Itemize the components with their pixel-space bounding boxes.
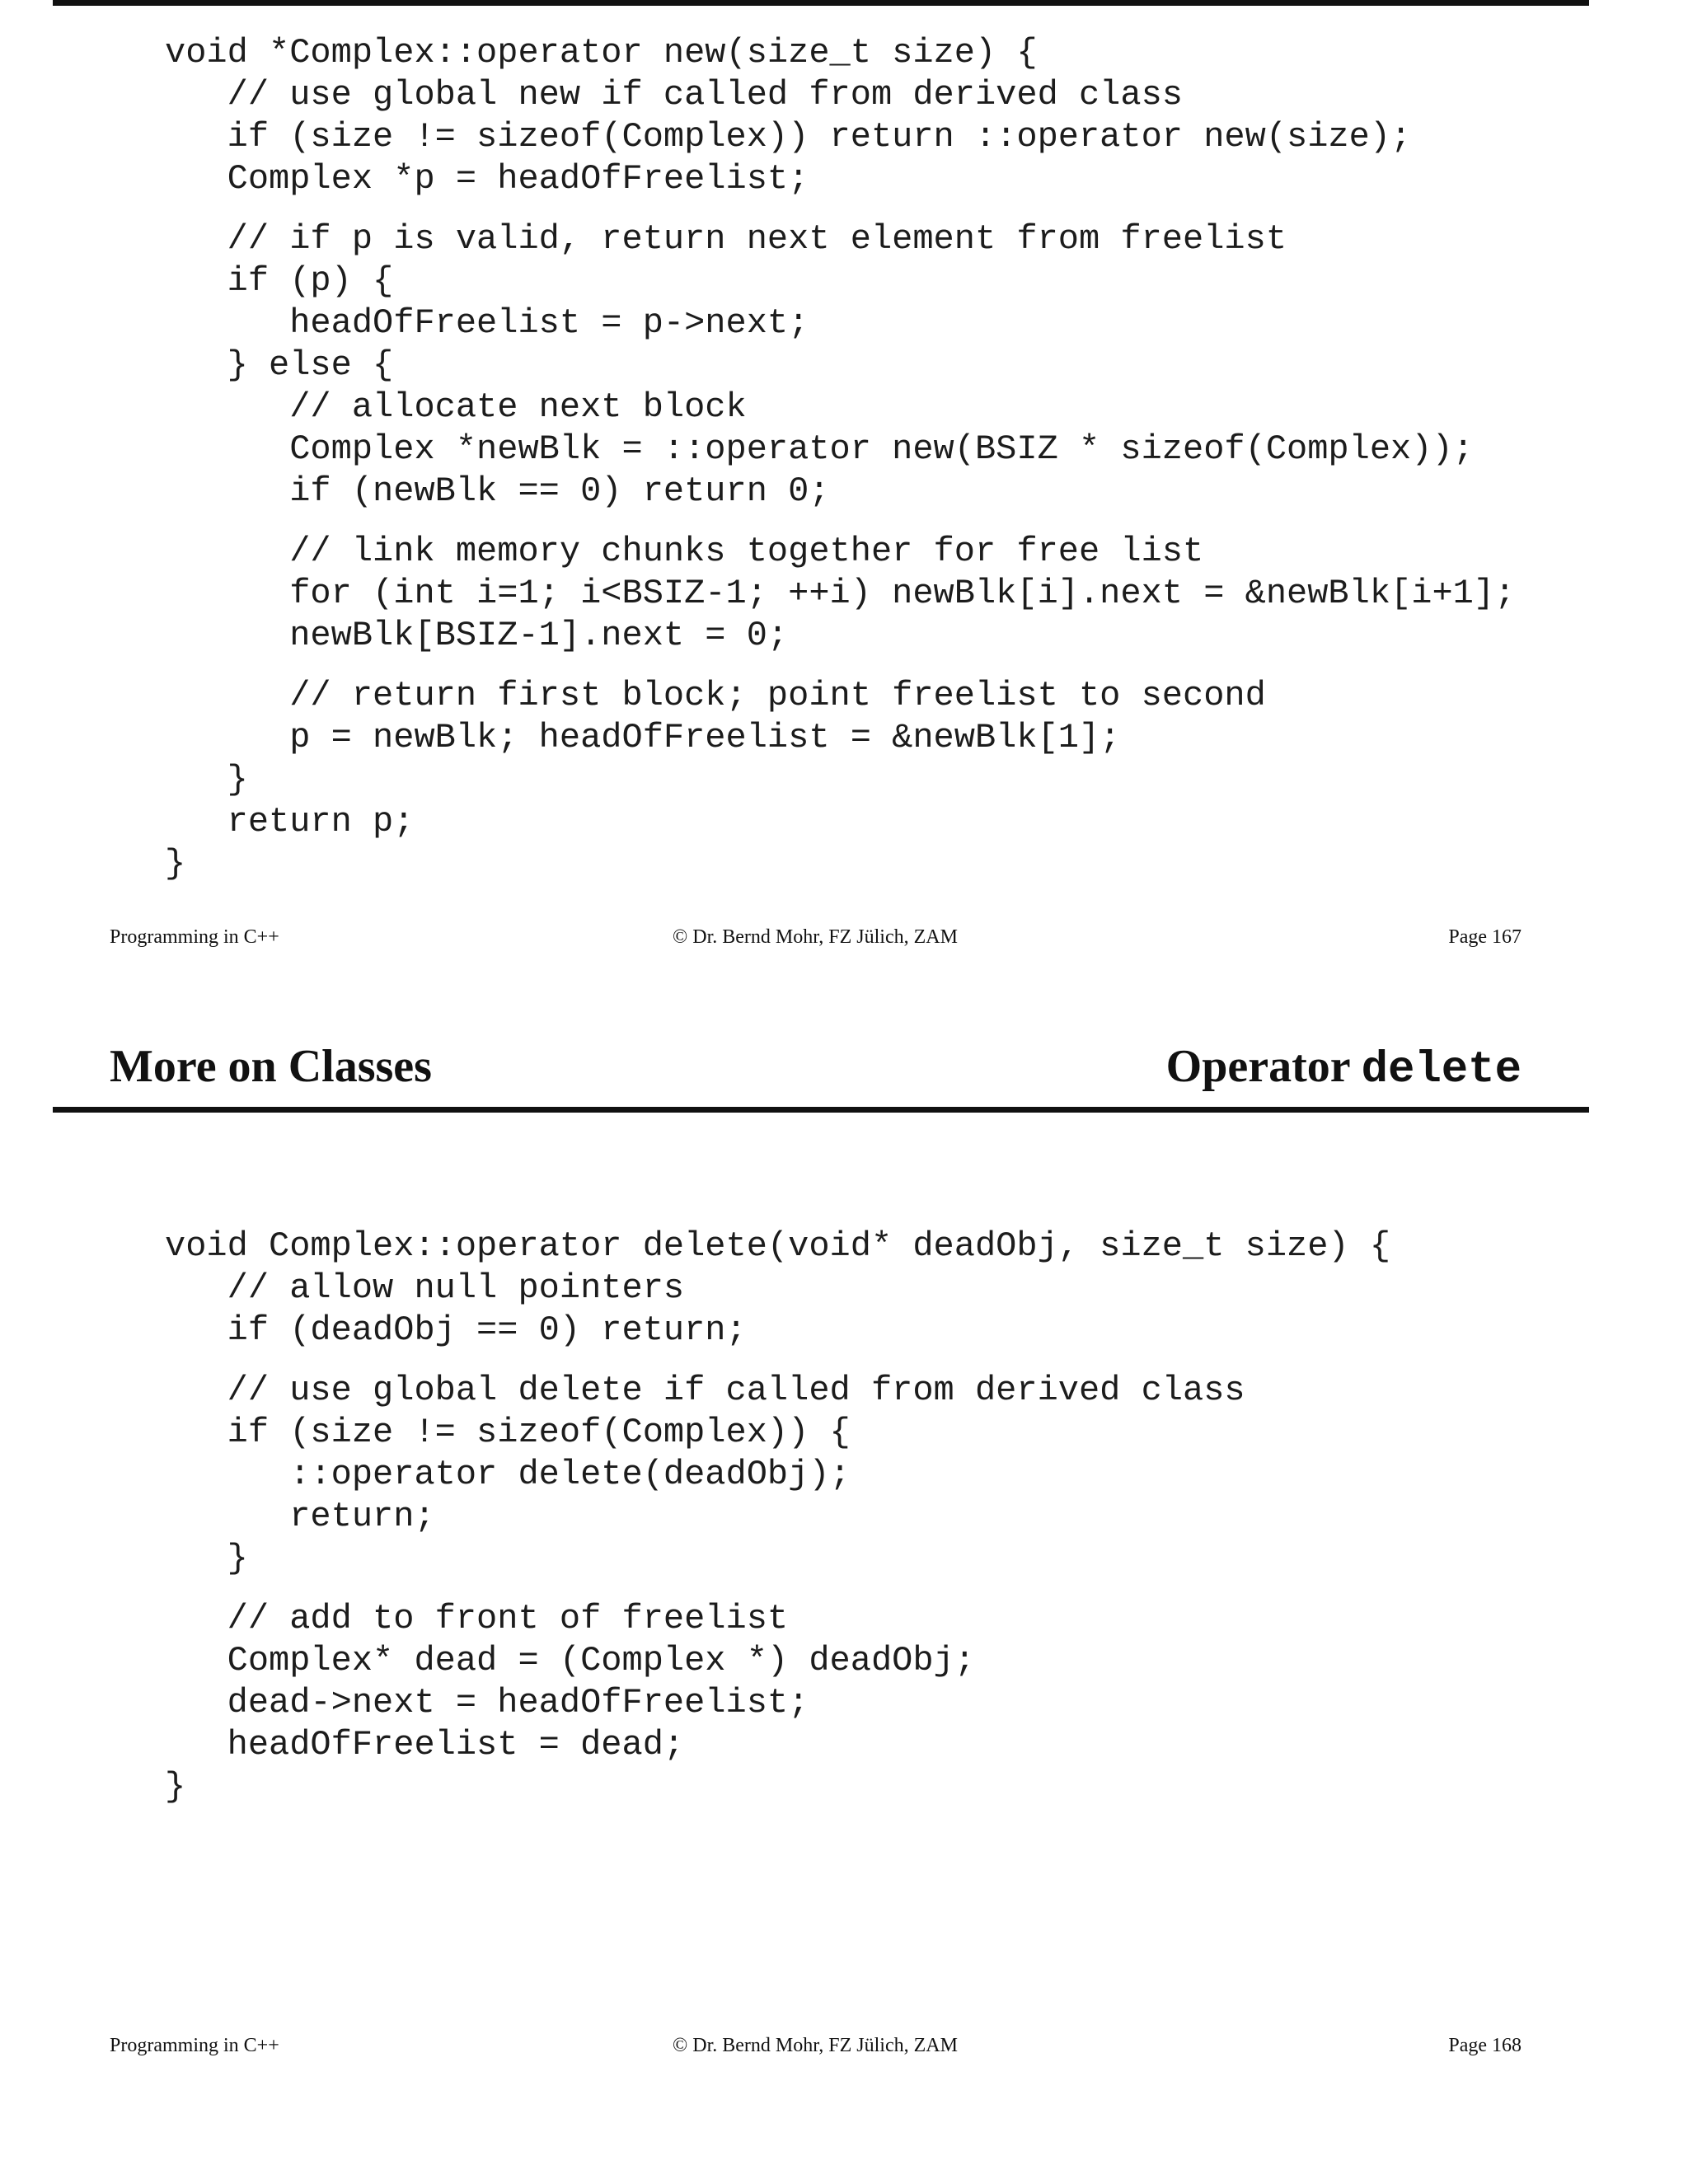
code-line: // allow null pointers xyxy=(165,1268,685,1308)
code-line: if (deadObj == 0) return; xyxy=(165,1310,747,1350)
section-title: More on Classes xyxy=(110,1041,432,1092)
footer-center: © Dr. Bernd Mohr, FZ Jülich, ZAM xyxy=(673,926,958,948)
code-line: } xyxy=(165,1767,186,1807)
code-line: } else { xyxy=(165,345,394,385)
slide-title-code: delete xyxy=(1361,1045,1522,1095)
code-line: void *Complex::operator new(size_t size) { xyxy=(165,33,1038,73)
code-line: dead->next = headOfFreelist; xyxy=(165,1683,809,1722)
footer-center: © Dr. Bernd Mohr, FZ Jülich, ZAM xyxy=(673,2035,958,2056)
code-line: return p; xyxy=(165,802,415,841)
code-line: headOfFreelist = p->next; xyxy=(165,303,809,343)
code-line: // link memory chunks together for free list xyxy=(165,532,1204,571)
code-line: void Complex::operator delete(void* deadObj, size_t size) { xyxy=(165,1226,1391,1266)
code-line: Complex *p = headOfFreelist; xyxy=(165,159,809,199)
code-line: ::operator delete(deadObj); xyxy=(165,1455,851,1494)
code-line: for (int i=1; i<BSIZ-1; ++i) newBlk[i].next = &newBlk[i+1]; xyxy=(165,574,1516,613)
code-line: return; xyxy=(165,1497,435,1536)
code-line: if (size != sizeof(Complex)) { xyxy=(165,1413,851,1452)
slide-title-text: Operator xyxy=(1165,1041,1362,1092)
code-line: Complex* dead = (Complex *) deadObj; xyxy=(165,1641,975,1680)
code-line: // use global new if called from derived class xyxy=(165,75,1184,115)
code-line: } xyxy=(165,1539,248,1578)
code-line: Complex *newBlk = ::operator new(BSIZ * sizeof(Complex)); xyxy=(165,429,1474,469)
code-line: p = newBlk; headOfFreelist = &newBlk[1]; xyxy=(165,718,1121,757)
footer-left: Programming in C++ xyxy=(110,926,279,948)
code-line: // use global delete if called from derived class xyxy=(165,1371,1245,1410)
footer-left: Programming in C++ xyxy=(110,2035,279,2056)
code-line: // add to front of freelist xyxy=(165,1599,789,1638)
code-line: // allocate next block xyxy=(165,387,747,427)
code-line: } xyxy=(165,844,186,883)
code-line: if (size != sizeof(Complex)) return ::operator new(size); xyxy=(165,117,1412,157)
code-line: // if p is valid, return next element from freelist xyxy=(165,219,1287,259)
header-rule xyxy=(53,1107,1589,1113)
code-line: newBlk[BSIZ-1].next = 0; xyxy=(165,616,789,655)
code-line: if (newBlk == 0) return 0; xyxy=(165,471,830,511)
code-line: // return first block; point freelist to second xyxy=(165,676,1266,715)
footer-page-number: Page 168 xyxy=(1448,2035,1522,2056)
top-rule xyxy=(53,0,1589,6)
footer-page-number: Page 167 xyxy=(1448,926,1522,948)
slide-title xyxy=(1166,1040,1522,1095)
code-line: if (p) { xyxy=(165,261,394,301)
code-line: headOfFreelist = dead; xyxy=(165,1725,685,1765)
code-line: } xyxy=(165,760,248,799)
